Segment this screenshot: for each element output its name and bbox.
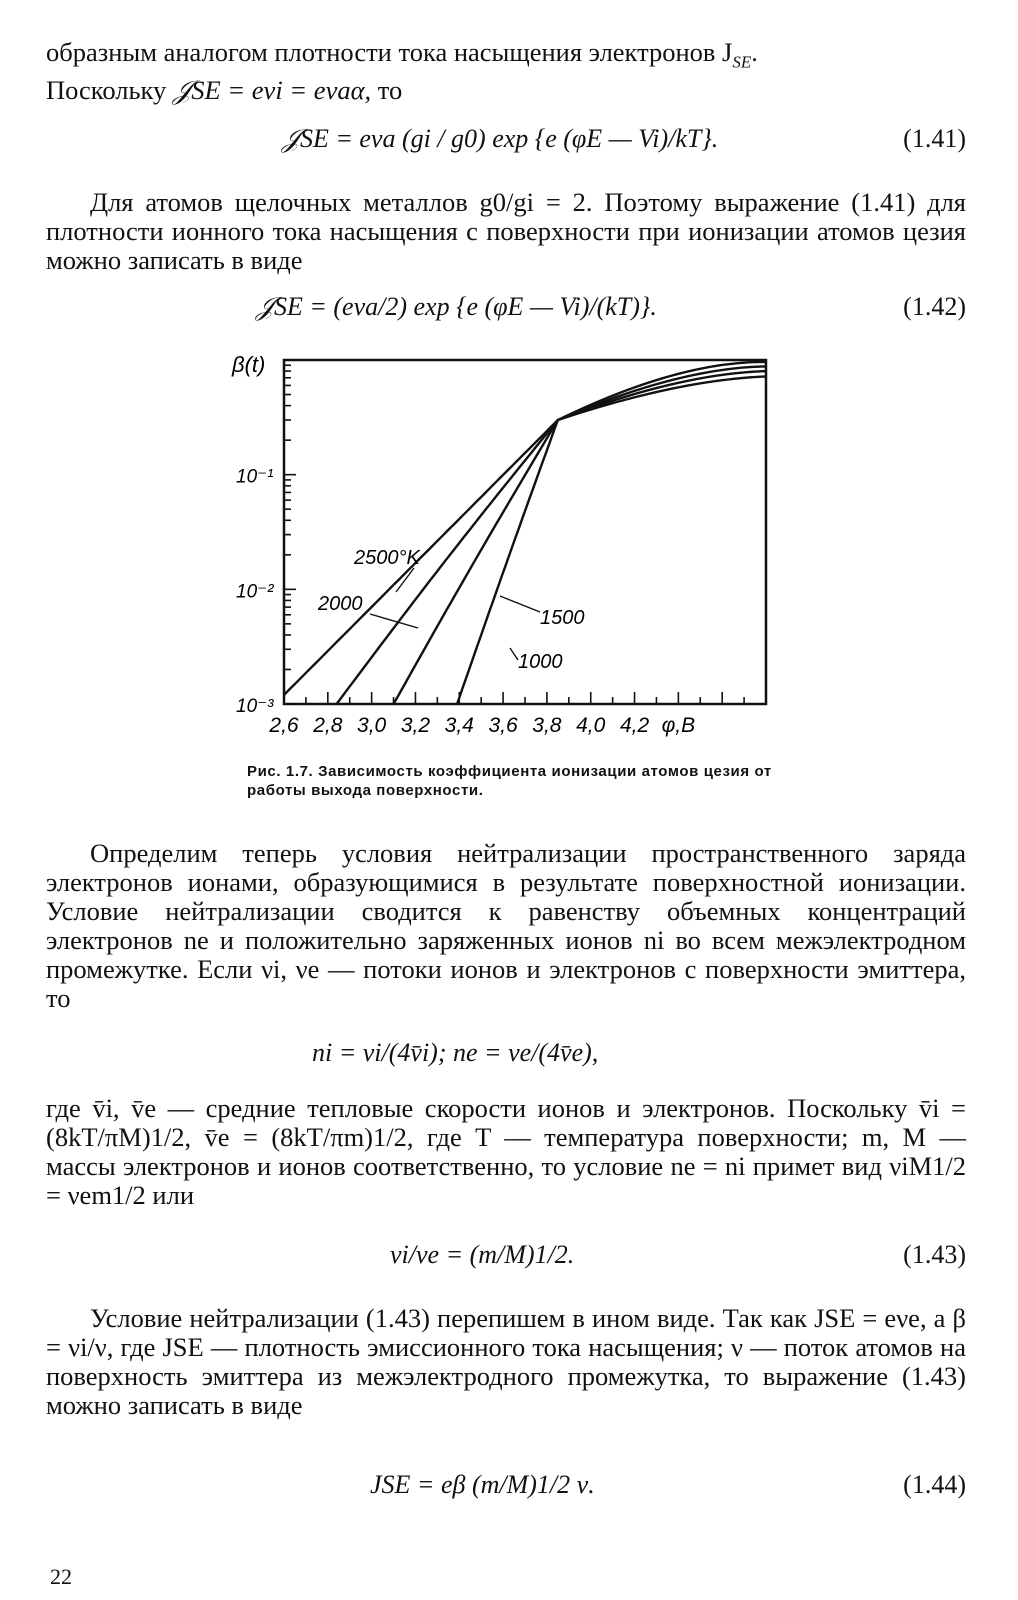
x-ticks	[284, 692, 766, 704]
figure-caption-text: Рис. 1.7. Зависимость коэффициента ионизации атомов цезия от работы выхода поверхности.	[247, 763, 772, 799]
equation-1-42-formula: 𝒥SE = (eνa/2) exp {e (φE — Vi)/(kT)}.	[256, 292, 657, 321]
paragraph-neutralization-text: Определим теперь условия нейтрализации пространственного заряда электронов ионами, образующимися в результате поверхностной ионизации. Условие нейтрализации сводится к равенству объемных концентраций электронов ne и положительно заряженных ионов ni во всем межэлектродном промежутке. Если νi, νe — потоки ионов и электронов с поверхности эмиттера, то	[46, 838, 966, 1013]
equation-1-41	[46, 124, 966, 164]
paragraph-alkali	[46, 188, 966, 275]
x-tick-label: 3,2	[400, 714, 431, 737]
equation-1-42-number: (1.42)	[903, 292, 966, 321]
paragraph-speeds	[46, 1094, 966, 1210]
y-tick-label: 10⁻²	[236, 581, 274, 603]
paragraph-rewrite	[46, 1304, 966, 1420]
paragraph-rewrite-text: Условие нейтрализации (1.43) перепишем в ином виде. Так как JSE = eνe, а β = νi/ν, где JSE — плотность эмиссионного тока насыщения; ν — поток атомов на поверхность эмиттера из межэлектродного промежутка, то выражение (1.43) можно записать в виде	[46, 1303, 966, 1420]
y-tick-label: 10⁻¹	[236, 466, 274, 488]
equation-1-42	[46, 292, 966, 332]
paragraph-speeds-text: где v̄i, v̄e — средние тепловые скорости ионов и электронов. Поскольку v̄i = (8kT/πM)1/2, v̄e = (8kT/πm)1/2, где T — температура поверхности; m, M — массы электронов и ионов соответственно, то условие ne = ni примет вид νiM1/2 = νem1/2 или	[46, 1093, 966, 1210]
series-label: 2500°K	[354, 547, 420, 569]
y-minor-ticks	[284, 365, 296, 704]
top-line-1-sub: SE	[732, 52, 752, 72]
x-tick-label: 4,0	[576, 714, 606, 737]
top-line-2-post: то	[371, 75, 403, 106]
x-tick-label: 3,0	[357, 714, 387, 737]
series-line-1500	[394, 366, 767, 704]
equation-1-44-formula: JSE = eβ (m/M)1/2 ν.	[370, 1470, 595, 1499]
x-tick-label: 4,2	[619, 714, 650, 737]
ionization-chart	[0, 340, 1018, 760]
equation-ni	[46, 1038, 966, 1078]
series-label: 1000	[518, 651, 563, 673]
series-leader-line	[500, 596, 540, 612]
x-tick-label: φ,B	[661, 714, 696, 737]
top-line-2-pre: Поскольку	[46, 75, 173, 106]
top-line-2-formula: 𝒥SE = eνi = eνaα,	[172, 75, 372, 106]
x-tick-label: 2,6	[269, 714, 299, 737]
series-line-2500K	[284, 376, 766, 695]
y-tick-label: 10⁻³	[236, 696, 274, 717]
paragraph-alkali-text: Для атомов щелочных металлов g0/gi = 2. Поэтому выражение (1.41) для плотности ионного тока насыщения с поверхности при ионизации атомов цезия можно записать в виде	[46, 187, 966, 275]
equation-1-44-number: (1.44)	[903, 1470, 966, 1499]
y-axis-label: β(t)	[232, 352, 266, 377]
top-line-1: образным аналогом плотности тока насыщения электронов $J_{SE}$.	[46, 37, 758, 72]
equation-1-44	[46, 1470, 966, 1510]
labels-group	[236, 467, 695, 737]
equation-1-41-formula: 𝒥SE = eνa (gi / g0) exp {e (φE — Vi)/kT}.	[282, 124, 719, 153]
figure-caption	[247, 762, 777, 800]
series-leader-line	[510, 648, 518, 660]
equation-ni-formula: ni = νi/(4v̄i); ne = νe/(4v̄e),	[312, 1038, 599, 1067]
equation-1-41-number: (1.41)	[903, 124, 966, 153]
top-paragraph	[46, 38, 966, 105]
x-tick-label: 3,8	[532, 714, 562, 737]
equation-1-43	[46, 1240, 966, 1280]
paragraph-neutralization	[46, 839, 966, 1013]
equation-1-43-number: (1.43)	[903, 1240, 966, 1269]
top-line-1-text: образным аналогом плотности тока насыщения электронов J	[46, 37, 733, 67]
series-label: 2000	[318, 593, 363, 615]
top-line-2	[46, 75, 402, 105]
page-number: 22	[50, 1564, 72, 1589]
series-line-1000	[457, 362, 766, 704]
x-tick-label: 3,6	[488, 714, 518, 737]
equation-1-43-formula: νi/νe = (m/M)1/2.	[390, 1240, 575, 1269]
series-label: 1500	[540, 607, 585, 629]
x-tick-label: 2,8	[313, 714, 343, 737]
x-tick-label: 3,4	[444, 714, 474, 737]
